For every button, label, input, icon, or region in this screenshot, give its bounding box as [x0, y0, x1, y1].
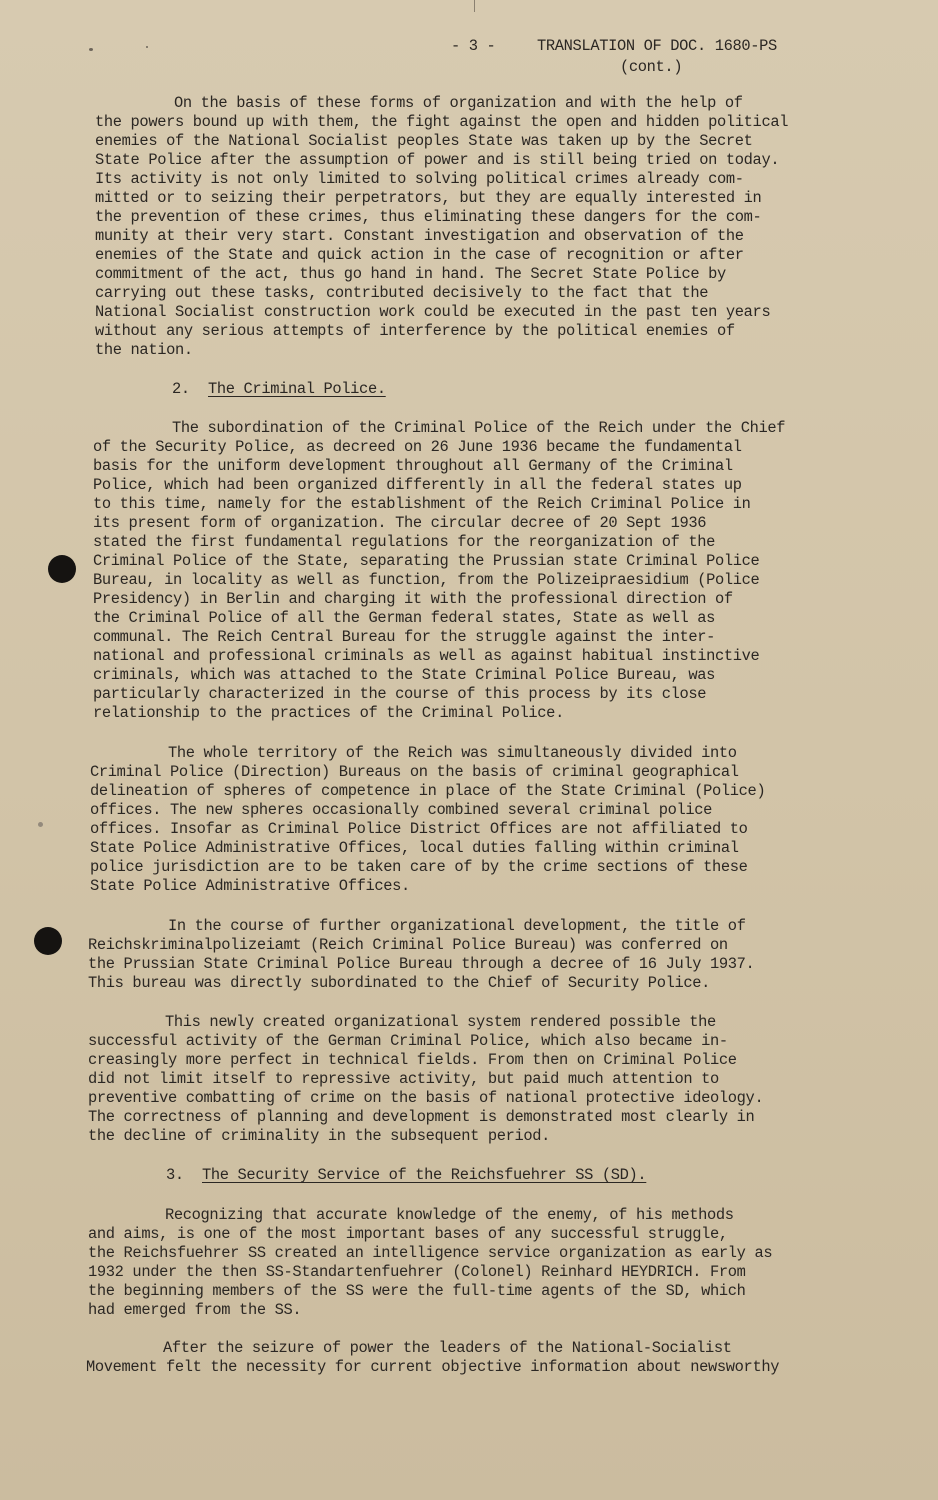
- text-line: Criminal Police of the State, separating the Prussian state Criminal Police: [93, 552, 760, 570]
- punch-hole: [48, 555, 76, 583]
- section-title: The Criminal Police.: [208, 380, 386, 398]
- text-line: Criminal Police (Direction) Bureaus on the basis of criminal geographical: [90, 763, 739, 781]
- text-line: Bureau, in locality as well as function, from the Polizeipraesidium (Police: [93, 571, 760, 589]
- text-line: particularly characterized in the course of this process by its close: [93, 685, 707, 703]
- text-line: the nation.: [95, 341, 193, 359]
- margin-speck: [38, 822, 43, 827]
- text-line: preventive combatting of crime on the basis of national protective ideology.: [88, 1089, 764, 1107]
- text-line: criminals, which was attached to the State Criminal Police Bureau, was: [93, 666, 716, 684]
- text-line: The correctness of planning and development is demonstrated most clearly in: [88, 1108, 755, 1126]
- text-line: creasingly more perfect in technical fields. From then on Criminal Police: [88, 1051, 737, 1069]
- text-line: enemies of the National Socialist peoples State was taken up by the Secret: [95, 132, 753, 150]
- text-line: Police, which had been organized differently in all the federal states up: [93, 476, 742, 494]
- text-line: to this time, namely for the establishment of the Reich Criminal Police in: [93, 495, 751, 513]
- text-line: Recognizing that accurate knowledge of the enemy, of his methods: [165, 1206, 734, 1224]
- text-line: basis for the uniform development throughout all Germany of the Criminal: [93, 457, 733, 475]
- text-line: national and professional criminals as well as against habitual instinctive: [93, 647, 760, 665]
- text-line: the beginning members of the SS were the full-time agents of the SD, which: [88, 1282, 746, 1300]
- text-line: stated the first fundamental regulations for the reorganization of the: [93, 533, 716, 551]
- text-line: This bureau was directly subordinated to the Chief of Security Police.: [88, 974, 711, 992]
- text-line: the prevention of these crimes, thus eliminating these dangers for the com-: [95, 208, 762, 226]
- text-line: Reichskriminalpolizeiamt (Reich Criminal Police Bureau) was conferred on: [88, 936, 728, 954]
- continued-note: (cont.): [620, 58, 683, 76]
- margin-speck: [146, 46, 148, 48]
- text-line: mitted or to seizing their perpetrators, but they are equally interested in: [95, 189, 762, 207]
- text-line: relationship to the practices of the Criminal Police.: [93, 704, 564, 722]
- text-line: This newly created organizational system rendered possible the: [165, 1013, 716, 1031]
- text-line: did not limit itself to repressive activity, but paid much attention to: [88, 1070, 719, 1088]
- text-line: offices. The new spheres occasionally combined several criminal police: [90, 801, 713, 819]
- text-line: On the basis of these forms of organization and with the help of: [174, 94, 743, 112]
- text-line: Its activity is not only limited to solving political crimes already com-: [95, 170, 744, 188]
- section-number: 3.: [166, 1166, 184, 1184]
- text-line: of the Security Police, as decreed on 26 June 1936 became the fundamental: [93, 438, 742, 456]
- text-line: carrying out these tasks, contributed decisively to the fact that the: [95, 284, 709, 302]
- text-line: offices. Insofar as Criminal Police District Offices are not affiliated to: [90, 820, 748, 838]
- text-line: and aims, is one of the most important bases of any successful struggle,: [88, 1225, 728, 1243]
- text-line: National Socialist construction work could be executed in the past ten years: [95, 303, 771, 321]
- text-line: had emerged from the SS.: [88, 1301, 302, 1319]
- text-line: munity at their very start. Constant investigation and observation of the: [95, 227, 744, 245]
- text-line: The subordination of the Criminal Police of the Reich under the Chief: [172, 419, 786, 437]
- staple-mark: [474, 0, 475, 12]
- text-line: the powers bound up with them, the fight against the open and hidden political: [95, 113, 789, 131]
- section-title: The Security Service of the Reichsfuehrer SS (SD).: [202, 1166, 647, 1184]
- punch-hole: [34, 927, 62, 955]
- text-line: the Reichsfuehrer SS created an intelligence service organization as early as: [88, 1244, 773, 1262]
- text-line: 1932 under the then SS-Standartenfuehrer (Colonel) Reinhard HEYDRICH. From: [88, 1263, 746, 1281]
- text-line: the Criminal Police of all the German federal states, State as well as: [93, 609, 716, 627]
- section-number: 2.: [172, 380, 190, 398]
- text-line: communal. The Reich Central Bureau for the struggle against the inter-: [93, 628, 716, 646]
- text-line: the Prussian State Criminal Police Bureau through a decree of 16 July 1937.: [88, 955, 755, 973]
- text-line: enemies of the State and quick action in the case of recognition or after: [95, 246, 744, 264]
- text-line: police jurisdiction are to be taken care of by the crime sections of these: [90, 858, 748, 876]
- text-line: After the seizure of power the leaders of the National-Socialist: [163, 1339, 732, 1357]
- text-line: State Police Administrative Offices, local duties falling within criminal: [90, 839, 739, 857]
- page-number: - 3 -: [451, 37, 496, 55]
- margin-speck: [89, 48, 93, 51]
- document-title: TRANSLATION OF DOC. 1680-PS: [537, 37, 777, 55]
- text-line: The whole territory of the Reich was simultaneously divided into: [168, 744, 737, 762]
- text-line: delineation of spheres of competence in place of the State Criminal (Police): [90, 782, 766, 800]
- text-line: the decline of criminality in the subsequent period.: [88, 1127, 551, 1145]
- text-line: its present form of organization. The circular decree of 20 Sept 1936: [93, 514, 707, 532]
- text-line: Movement felt the necessity for current objective information about newsworthy: [86, 1358, 780, 1376]
- text-line: State Police Administrative Offices.: [90, 877, 410, 895]
- text-line: commitment of the act, thus go hand in hand. The Secret State Police by: [95, 265, 726, 283]
- text-line: In the course of further organizational development, the title of: [168, 917, 746, 935]
- text-line: without any serious attempts of interference by the political enemies of: [95, 322, 735, 340]
- text-line: State Police after the assumption of power and is still being tried on today.: [95, 151, 780, 169]
- text-line: Presidency) in Berlin and charging it with the professional direction of: [93, 590, 733, 608]
- text-line: successful activity of the German Criminal Police, which also became in-: [88, 1032, 728, 1050]
